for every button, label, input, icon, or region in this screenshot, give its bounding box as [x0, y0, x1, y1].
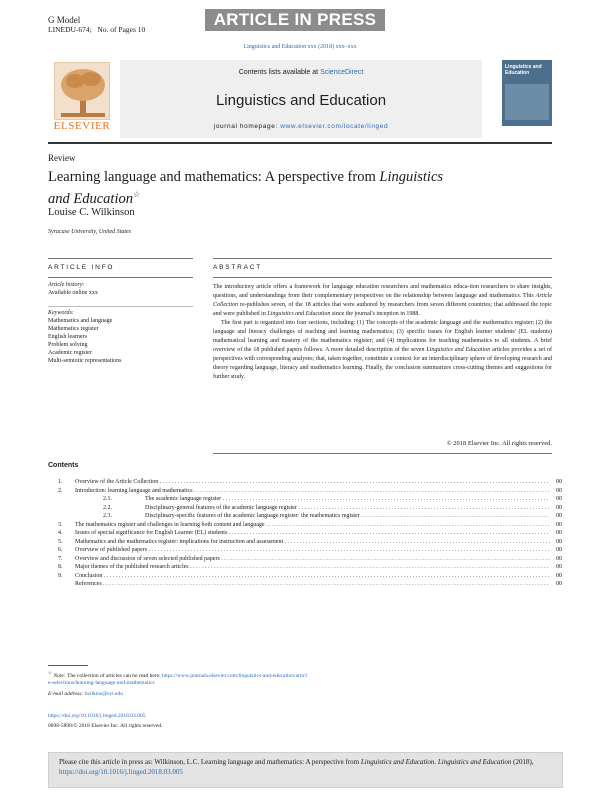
toc-entry-page: 00 — [556, 513, 562, 519]
keyword-item: Mathematics register — [48, 326, 99, 332]
toc-entry[interactable] — [48, 504, 562, 513]
toc-entry-title[interactable]: Conclusion . . . — [75, 572, 550, 581]
citation-prefix: Please cite this article in press as: Wilkinson, L.C. Learning language and mathematics: A perspective from — [59, 758, 361, 766]
toc-entry-page: 00 — [556, 547, 562, 553]
masthead-center — [120, 60, 482, 138]
article-type: Review — [48, 153, 76, 163]
toc-entry-number: 9. — [58, 572, 63, 579]
keyword-item: Academic register — [48, 350, 92, 356]
contents-available-line — [120, 69, 482, 76]
elsevier-wordmark: ELSEVIER — [53, 120, 111, 132]
toc-entry[interactable] — [48, 555, 562, 564]
citation-box — [48, 752, 563, 788]
toc-entry-title[interactable]: The academic language register . . . — [145, 495, 550, 504]
toc-entry-title[interactable]: The mathematics register and challenges in learning both content and language . . . — [75, 521, 550, 530]
toc-entry-page: 00 — [556, 496, 562, 502]
abstract-rule-bottom — [213, 453, 552, 454]
toc-entry-title[interactable]: Overview of the Article Collection . . . — [75, 478, 550, 487]
journal-homepage — [120, 123, 482, 130]
abstract-rule-mid — [213, 277, 552, 278]
toc-entry[interactable] — [48, 512, 562, 521]
toc-entry[interactable] — [48, 563, 562, 572]
journal-cover-image — [502, 60, 552, 126]
toc-entry-title[interactable]: Overview and discussion of seven selected published papers . . . — [75, 555, 550, 564]
toc-entry-number: 2. — [58, 487, 63, 494]
elsevier-logo — [48, 60, 116, 136]
toc-entry[interactable] — [48, 580, 562, 589]
manuscript-header — [48, 15, 145, 35]
toc-entry-page: 00 — [556, 538, 562, 545]
article-title — [48, 168, 468, 208]
toc-entry-number: 2.1. — [103, 496, 112, 502]
toc-entry-title[interactable]: Mathematics and the mathematics register: implications for instruction and assessment . . . — [75, 538, 550, 547]
email-label: E-mail address: — [48, 690, 84, 697]
toc-entry-number: 7. — [58, 555, 63, 562]
toc-entry[interactable] — [48, 572, 562, 581]
sciencedirect-link[interactable]: ScienceDirect — [320, 69, 364, 76]
footnote-rule — [48, 665, 88, 666]
citation-journal: Linguistics and Education. Linguistics and Education — [360, 758, 512, 766]
info-rule-keywords — [48, 306, 193, 307]
footnote-note-text: The collection of articles can be read here: — [65, 672, 162, 679]
toc-entry-page: 00 — [556, 487, 562, 494]
history-value: Available online xxx — [48, 290, 98, 296]
abstract-rule-top — [213, 258, 552, 259]
journal-reference-link[interactable]: Linguistics and Education xxx (2018) xxx–xxx — [243, 44, 357, 50]
toc-entry-number: 2.3. — [103, 513, 112, 519]
footnote-block — [48, 669, 308, 698]
abstract-copyright: © 2018 Elsevier Inc. All rights reserved. — [446, 440, 552, 447]
journal-masthead — [48, 60, 552, 138]
toc-entry-page: 00 — [556, 521, 562, 528]
toc-entry[interactable] — [48, 495, 562, 504]
keyword-item: Mathematics and language — [48, 318, 113, 324]
keywords-label: Keywords: — [48, 310, 74, 316]
toc-entry-title[interactable]: Disciplinary-specific features of the academic language register: the mathematics register . . . — [145, 512, 550, 521]
title-journal: Linguistics and Education — [48, 169, 444, 207]
toc-entry-number: 2.2. — [103, 504, 112, 511]
author-affiliation: Syracuse University, United States — [48, 229, 131, 235]
toc-entry-number: 1. — [58, 479, 63, 485]
email-link[interactable]: lwilkins@syr.edu — [84, 690, 123, 697]
toc-entry-number: 4. — [58, 530, 63, 536]
toc-entry-title[interactable]: Issues of special significance for English Learner (EL) students . . . — [75, 529, 550, 538]
article-info-heading: ARTICLE INFO — [48, 264, 115, 271]
page-count: No. of Pages 10 — [97, 25, 146, 34]
toc-entry[interactable] — [48, 478, 562, 487]
citation-suffix: (2018), — [511, 758, 534, 766]
abstract-paragraph-2: The first part is organized into four sections, including: (1) The concepts of the academic language and the mathematics register; (2) the language and literacy challenges of teaching and learning mathematics; (3) specific issues for English learner students' (EL students) mathematical learning and mastery of the mathematics register; and (4) implications for teaching mathematics to all students. A brief overview of the 18 published papers follows. A more detailed description of the seven Linguistics and Education articles provides a set of perspectives with corresponding analyses; that, taken together, constitute a context for an interdisciplinary sphere of developing research and theory regarding language, literacy and mathematics learning. Finally, the conclusion summarizes cross-cutting themes and suggestions for further study. — [213, 320, 553, 380]
homepage-label: journal homepage: — [213, 123, 278, 130]
contents-prefix: Contents lists available at — [238, 69, 319, 76]
toc-entry-title[interactable]: Disciplinary-general features of the academic language register . . . — [145, 504, 550, 513]
masthead-divider — [48, 142, 552, 144]
title-footnote-mark[interactable]: ☆ — [132, 190, 141, 199]
doi-link[interactable]: https://doi.org/10.1016/j.linged.2018.03.005 — [48, 713, 146, 719]
title-main: Learning language and mathematics: A perspective from — [48, 169, 376, 185]
toc-entry-page: 00 — [556, 504, 562, 511]
abstract-paragraph-1: The introductory article offers a framework for language education researchers and mathematics educa-tion researchers to share insights, questions, and understandings from their complementary perspectives on the relationship between language and mathematics. This Article Collection re-publishes seven, of the 18 articles that were authored by researchers from seven different countries; that addressed the topic and were published in Linguistics and Education since the journal's inception in 1988. — [213, 284, 552, 317]
homepage-url-link[interactable]: www.elsevier.com/locate/linged — [280, 123, 389, 130]
footnote-note-label: Note: — [53, 672, 66, 679]
abstract-body — [213, 283, 552, 382]
collection-footnote — [48, 669, 308, 688]
toc-entry-title[interactable]: References . . . — [75, 580, 550, 589]
cover-band — [505, 84, 549, 120]
contents-heading: Contents — [48, 462, 79, 469]
citation-doi-link[interactable]: https://doi.org/10.1016/j.linged.2018.03.005 — [59, 768, 183, 776]
toc-entry-number: 5. — [58, 538, 63, 545]
toc-entry-page: 00 — [556, 581, 562, 587]
manuscript-id: LINEDU-674; — [48, 25, 92, 34]
elsevier-tree-icon — [54, 62, 110, 120]
keyword-item: Problem solving — [48, 342, 88, 348]
toc-entry-number: 3. — [58, 521, 63, 528]
toc-entry-number: 8. — [58, 564, 63, 570]
toc-entry[interactable] — [48, 521, 562, 530]
history-label: Article history: — [48, 282, 85, 288]
info-rule-mid — [48, 277, 193, 278]
author-name[interactable]: Louise C. Wilkinson — [48, 207, 135, 218]
toc-entry-title[interactable]: Overview of published papers . . . — [75, 546, 550, 555]
footnote-mark: ☆ — [48, 670, 53, 675]
abstract-heading: ABSTRACT — [213, 264, 263, 271]
info-rule-top — [48, 258, 193, 259]
cover-title: Linguistics and Education — [505, 64, 542, 76]
toc-entry-page: 00 — [556, 555, 562, 562]
toc-entry-title[interactable]: Introduction: learning language and mathematics . . . — [75, 487, 550, 496]
toc-entry-page: 00 — [556, 572, 562, 579]
toc-entry-title[interactable]: Major themes of the published research articles . . . — [75, 563, 550, 572]
article-in-press-banner: ARTICLE IN PRESS — [205, 9, 385, 31]
toc-entry-number: 6. — [58, 547, 63, 553]
journal-title: Linguistics and Education — [215, 92, 387, 109]
toc-entry[interactable] — [48, 529, 562, 538]
toc-entry-page: 00 — [556, 479, 562, 485]
issn-copyright: 0898-5898/© 2018 Elsevier Inc. All rights reserved. — [48, 723, 163, 729]
collection-link[interactable]: https://www.journals.elsevier.com/linguistics-and-education/article-selections/learning-language-and-mathematics — [48, 672, 307, 687]
toc-entry[interactable] — [48, 546, 562, 555]
keyword-item: English learners — [48, 334, 87, 340]
email-footnote — [48, 691, 308, 699]
toc-entry-page: 00 — [556, 530, 562, 536]
keyword-item: Multi-semiotic representations — [48, 358, 122, 364]
toc-entry[interactable] — [48, 487, 562, 496]
model-code: G Model — [48, 15, 81, 25]
toc-entry-page: 00 — [556, 564, 562, 570]
table-of-contents — [48, 478, 562, 589]
toc-entry[interactable] — [48, 538, 562, 547]
